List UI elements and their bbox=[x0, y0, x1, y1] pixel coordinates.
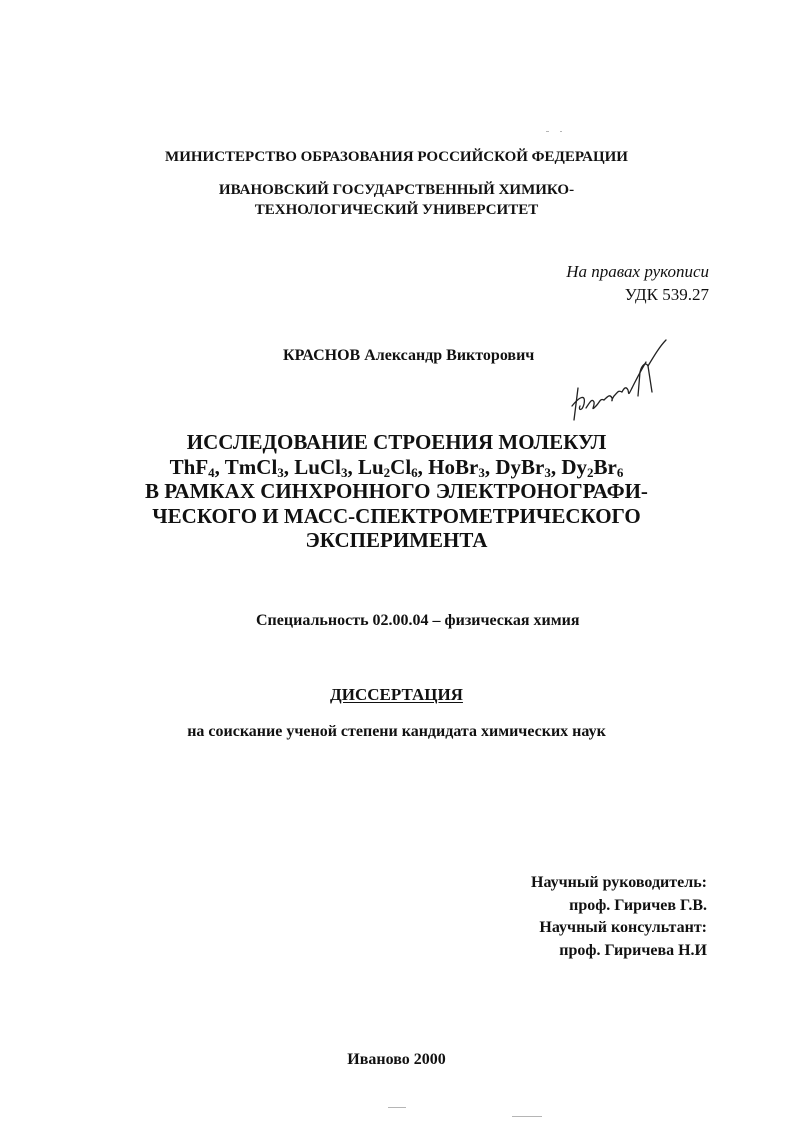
molecule-separator: , bbox=[283, 454, 295, 479]
consultant-label: Научный консультант: bbox=[539, 919, 707, 936]
molecule-formula: HoBr$_3$ bbox=[428, 454, 485, 480]
supervisor-name: проф. Гиричев Г.В. bbox=[569, 896, 707, 914]
molecule-formula: TmCl$_3$ bbox=[224, 454, 284, 480]
consultant-name: проф. Гиричева Н.И bbox=[559, 941, 707, 959]
molecule-formula: ThF$_4$ bbox=[169, 454, 215, 480]
author-signature bbox=[566, 336, 676, 428]
title-line: В РАМКАХ СИНХРОННОГО ЭЛЕКТРОНОГРАФИ- bbox=[145, 479, 648, 503]
scan-speck bbox=[512, 1116, 542, 1117]
scan-speck bbox=[560, 131, 562, 132]
supervisor-label: Научный руководитель: bbox=[531, 874, 707, 891]
molecule-formula: LuCl$_3$ bbox=[294, 454, 348, 480]
ministry-name: МИНИСТЕРСТВО ОБРАЗОВАНИЯ РОССИЙСКОЙ ФЕДЕРАЦИИ bbox=[165, 149, 628, 165]
specialty: Специальность 02.00.04 – физическая химия bbox=[256, 612, 580, 629]
molecule-separator: , bbox=[214, 454, 225, 479]
manuscript-rights-note: На правах рукописи bbox=[566, 262, 709, 281]
molecule-formula: $Dy_2Br_6$ bbox=[561, 454, 624, 480]
molecule-separator: , bbox=[347, 454, 358, 479]
author-name: КРАСНОВ Александр Викторович bbox=[283, 347, 535, 364]
molecule-separator: , bbox=[484, 454, 496, 479]
university-name-line1: ИВАНОВСКИЙ ГОСУДАРСТВЕННЫЙ ХИМИКО- bbox=[218, 182, 575, 198]
molecule-separator: , bbox=[417, 454, 429, 479]
city-year: Иваново 2000 bbox=[347, 1051, 446, 1068]
advisors-block bbox=[531, 872, 707, 962]
molecule-formula: $Lu_2Cl_6$ bbox=[357, 454, 418, 480]
scan-speck bbox=[546, 131, 549, 132]
title-line: ИССЛЕДОВАНИЕ СТРОЕНИЯ МОЛЕКУЛ bbox=[186, 430, 607, 454]
udk-code: УДК 539.27 bbox=[624, 285, 709, 304]
document-type-heading: ДИССЕРТАЦИЯ bbox=[330, 685, 463, 704]
title-line: ЧЕСКОГО И МАСС-СПЕКТРОМЕТРИЧЕСКОГО bbox=[152, 503, 641, 528]
scan-speck bbox=[388, 1107, 406, 1108]
title-molecules-line bbox=[0, 455, 793, 480]
dissertation-title bbox=[0, 430, 793, 553]
degree-statement: на соискание ученой степени кандидата химических наук bbox=[187, 723, 606, 740]
molecule-formula: DyBr$_3$ bbox=[495, 454, 551, 480]
molecule-separator: , bbox=[550, 454, 562, 479]
university-name-line2: ТЕХНОЛОГИЧЕСКИЙ УНИВЕРСИТЕТ bbox=[254, 202, 539, 218]
title-line: ЭКСПЕРИМЕНТА bbox=[305, 528, 488, 552]
